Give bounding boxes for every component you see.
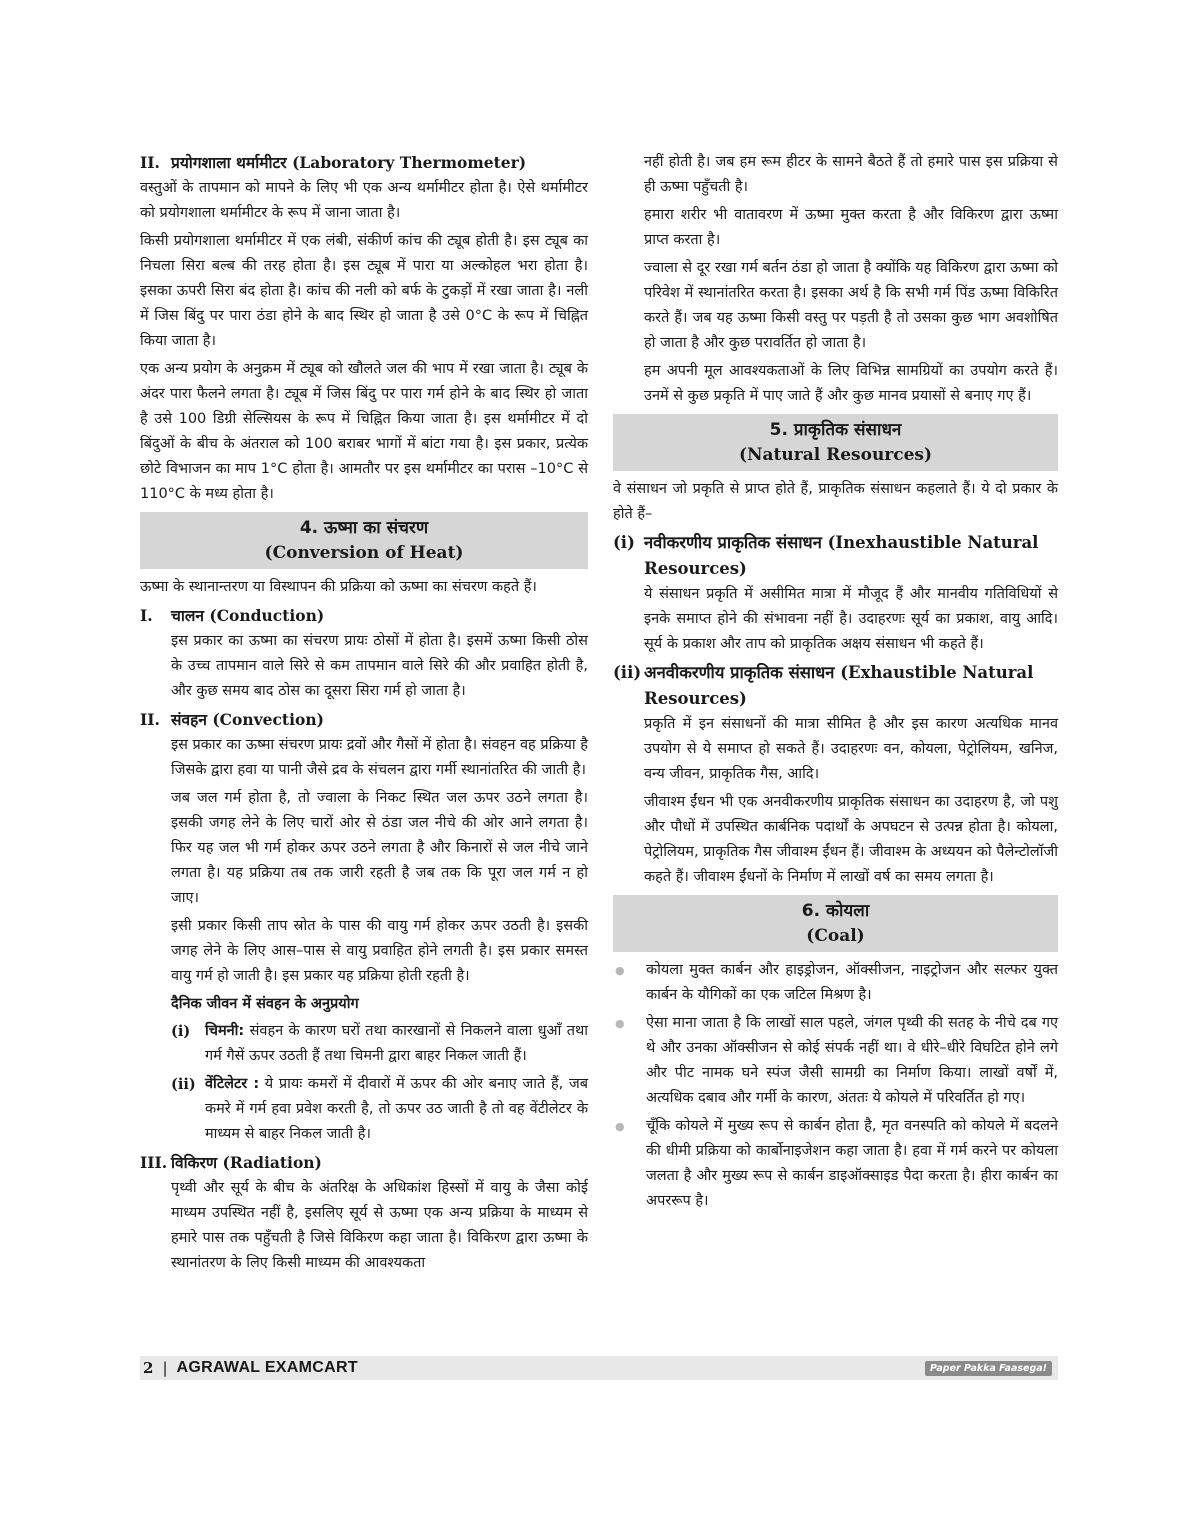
- section-title: 6. कोयला: [801, 901, 870, 921]
- bullet-text: ऐसा माना जाता है कि लाखों साल पहले, जंगल पृथ्वी की सतह के नीचे दब गए थे और उनका ऑक्सीजन से कोई संपर्क नहीं था। वे धीरे–धीरे विघटित होने लगे और पीट नामक घने स्पंज जैसी सामग्री का निर्माण किया। लाखों वर्षों में, अत्यधिक दबाव और गर्मी के कारण, अंततः ये कोयले में परिवर्तित हो गए।: [646, 1015, 1058, 1106]
- section-title: 5. प्राकृतिक संसाधन: [769, 420, 902, 440]
- paragraph: ज्वाला से दूर रखा गर्म बर्तन ठंडा हो जाता है क्योंकि यह विकिरण द्वारा ऊष्मा को परिवेश में स्थानांतरित करता है। इसका अर्थ है कि सभी गर्म पिंड ऊष्मा विकिरित करते हैं। जब यह ऊष्मा किसी वस्तु पर पड़ती है तो उसका कुछ भाग अवशोषित हो जाता है और कुछ परावर्तित हो जाता है।: [644, 260, 1058, 351]
- heading-title-en: (Laboratory Thermometer): [292, 153, 527, 172]
- heading-number: II.: [140, 710, 160, 729]
- heading-exhaustible-resources: [613, 660, 1058, 712]
- section-intro: ऊष्मा के स्थानान्तरण या विस्थापन की प्रक्रिया को ऊष्मा का संचरण कहते हैं।: [140, 579, 537, 595]
- paragraph: जीवाश्म ईंधन भी एक अनवीकरणीय प्राकृतिक संसाधन का उदाहरण है, जो पशु और पौधों में उपस्थित कार्बनिक पदार्थों के अपघटन से उत्पन्न होता है। कोयला, पेट्रोलियम, प्राकृतिक गैस जीवाश्म ईंधन हैं। जीवाश्म के अध्ययन को पैलेन्टोलॉजी कहते हैं। जीवाश्म ईंधनों के निर्माण में लाखों वर्ष का समय लगता है।: [644, 794, 1058, 885]
- section-title-en: (Natural Resources): [738, 445, 933, 465]
- paragraph: नहीं होती है। जब हम रूम हीटर के सामने बैठते हैं तो हमारे पास इस प्रक्रिया से ही ऊष्मा पहुँचती है।: [644, 154, 1058, 195]
- footer-separator: |: [162, 1359, 168, 1377]
- paragraph: इस प्रकार का ऊष्मा का संचरण प्रायः ठोसों में होता है। इसमें ऊष्मा किसी ठोस के उच्च तापमान वाले सिरे से कम तापमान वाले सिरे की और प्रवाहित होती है, और कुछ समय बाद ठोस का दूसरा सिरा गर्म हो जाता है।: [171, 633, 588, 699]
- paragraph: ये संसाधन प्रकृति में असीमित मात्रा में मौजूद हैं और मानवीय गतिविधियों से इनके समाप्त होने की संभावना नहीं है। उदाहरणः सूर्य का प्रकाश, वायु आदि। सूर्य के प्रकाश और ताप को प्राकृतिक अक्षय संसाधन भी कहते हैं।: [644, 586, 1058, 652]
- heading-conduction: [140, 603, 588, 629]
- paragraph: इस प्रकार का ऊष्मा संचरण प्रायः द्रवों और गैसों में होता है। संवहन वह प्रक्रिया है जिसके द्वारा हवा या पानी जैसे द्रव के संचलन द्वारा गर्मी स्थानांतरित की जाती है।: [171, 737, 588, 778]
- heading-number: (ii): [613, 663, 642, 682]
- bullet-item: [613, 958, 1058, 1008]
- heading-title: प्रयोगशाला थर्मामीटर: [171, 154, 287, 172]
- heading-title: अनवीकरणीय प्राकृतिक संसाधन (Exhaustible Natural Resources): [644, 663, 1034, 708]
- tagline-badge: Paper Pakka Faasega!: [925, 1361, 1052, 1376]
- heading-title: चालन: [171, 607, 204, 625]
- paragraph: पृथ्वी और सूर्य के बीच के अंतरिक्ष के अधिकांश हिस्सों में वायु के जैसा कोई माध्यम उपस्थित नहीं है, इसलिए सूर्य से ऊष्मा एक अन्य प्रक्रिया के माध्यम से हमारे पास तक पहुँचती है जिसे विकिरण कहा जाता है। विकिरण द्वारा ऊष्मा के स्थानांतरण के लिए किसी माध्यम की आवश्यकता: [171, 1180, 588, 1271]
- heading-number: (i): [613, 533, 635, 552]
- list-number: (i): [171, 1023, 191, 1040]
- bullet-item: [613, 1114, 1058, 1214]
- page-footer: [140, 1356, 1058, 1380]
- section-banner-natural-resources: [613, 414, 1058, 471]
- paragraph: हम अपनी मूल आवश्यकताओं के लिए विभिन्न सामग्रियों का उपयोग करते हैं। उनमें से कुछ प्रकृति में पाए जाते हैं और कुछ मानव प्रयासों से बनाए गए हैं।: [644, 363, 1058, 404]
- paragraph: एक अन्य प्रयोग के अनुक्रम में ट्यूब को खौलते जल की भाप में रखा जाता है। ट्यूब के अंदर पारा फैलने लगता है। ट्यूब में जिस बिंदु पर पारा गर्म होने के बाद स्थिर हो जाता है उसे 100 डिग्री सेल्सियस के रूप में चिह्नित किया जाता है। इस थर्मामीटर में दो बिंदुओं के बीच के अंतराल को 100 बराबर भागों में बांटा गया है। इस प्रकार, प्रत्येक छोटे विभाजन का माप 1°C होता है। आमतौर पर इस थर्मामीटर का परास –10°C से 110°C के मध्य होता है।: [140, 361, 588, 502]
- section-title-en: (Coal): [806, 926, 865, 946]
- bullet-text: कोयला मुक्त कार्बन और हाइड्रोजन, ऑक्सीजन, नाइट्रोजन और सल्फर युक्त कार्बन के यौगिकों का एक जटिल मिश्रण है।: [646, 962, 1058, 1003]
- list-item-chimney: [140, 1019, 588, 1069]
- page-number: 2: [143, 1359, 154, 1377]
- paragraph: हमारा शरीर भी वातावरण में ऊष्मा मुक्त करता है और विकिरण द्वारा ऊष्मा प्राप्त करता है।: [644, 207, 1058, 248]
- heading-number: I.: [140, 606, 153, 625]
- right-column: [613, 150, 1058, 1217]
- section-title: 4. ऊष्मा का संचरण: [299, 518, 429, 538]
- heading-radiation: [140, 1150, 588, 1176]
- bullet-item: [613, 1011, 1058, 1111]
- brand-logo: AGRAWAL EXAMCART: [176, 1359, 358, 1376]
- list-text: ये प्रायः कमरों में दीवारों में ऊपर की ओर बनाए जाते हैं, जब कमरे में गर्म हवा प्रवेश करती है, तो ऊपर उठ जाती है तो वह वेंटीलेटर के माध्यम से बाहर निकल जाती है।: [205, 1076, 588, 1142]
- bullet-icon: ●: [615, 964, 625, 977]
- heading-number: III.: [140, 1153, 168, 1172]
- paragraph: किसी प्रयोगशाला थर्मामीटर में एक लंबी, संकीर्ण कांच की ट्यूब होती है। इस ट्यूब का निचला सिरा बल्ब की तरह होता है। इस ट्यूब में पारा या अल्कोहल भरा होता है। इसका ऊपरी सिरा बंद होता है। कांच की नली को बर्फ के टुकड़ों में रखा जाता है। नली में जिस बिंदु पर पारा ठंडा होने के बाद स्थिर हो जाता है उसे 0°C के रूप में चिह्नित किया जाता है।: [140, 233, 588, 349]
- heading-title: विकिरण: [171, 1154, 218, 1172]
- section-banner-coal: [613, 895, 1058, 952]
- list-item-ventilator: [140, 1072, 588, 1147]
- list-text: संवहन के कारण घरों तथा कारखानों से निकलने वाला धुआँ तथा गर्म गैसें ऊपर उठती हैं तथा चिमनी द्वारा बाहर निकल जाती हैं।: [205, 1023, 588, 1064]
- heading-title-en: (Radiation): [222, 1153, 322, 1172]
- paragraph: जब जल गर्म होता है, तो ज्वाला के निकट स्थित जल ऊपर उठने लगता है। इसकी जगह लेने के लिए चारों ओर से ठंडा जल नीचे की ओर आने लगता है। फिर यह जल भी गर्म होकर ऊपर उठने लगता है और किनारों से जल नीचे जाने लगता है। यह प्रक्रिया तब तक जारी रहती है जब तक कि पूरा जल गर्म न हो जाए।: [171, 790, 588, 906]
- list-number: (ii): [171, 1076, 196, 1093]
- bullet-icon: ●: [615, 1120, 625, 1133]
- heading-laboratory-thermometer: [140, 150, 588, 176]
- paragraph: वस्तुओं के तापमान को मापने के लिए भी एक अन्य थर्मामीटर होता है। ऐसे थर्मामीटर को प्रयोगशाला थर्मामीटर के रूप में जाना जाता है।: [140, 180, 588, 221]
- bullet-text: चूँकि कोयले में मुख्य रूप से कार्बन होता है, मृत वनस्पति को कोयले में बदलने की धीमी प्रक्रिया को कार्बोनाइजेशन कहा जाता है। हवा में गर्म करने पर कोयला जलता है और मुख्य रूप से कार्बन डाइऑक्साइड पैदा करता है। हीरा कार्बन का अपररूप है।: [646, 1118, 1058, 1209]
- paragraph: इसी प्रकार किसी ताप स्रोत के पास की वायु गर्म होकर ऊपर उठती है। इसकी जगह लेने के लिए आस–पास से वायु प्रवाहित होने लगती है। इस प्रकार समस्त वायु गर्म हो जाती है। इस प्रकार यह प्रक्रिया होती रहती है।: [171, 918, 588, 984]
- heading-title: नवीकरणीय प्राकृतिक संसाधन (Inexhaustible Natural Resources): [644, 533, 1039, 578]
- section-intro: वे संसाधन जो प्रकृति से प्राप्त होते हैं, प्राकृतिक संसाधन कहलाते हैं। ये दो प्रकार के होते हैं–: [613, 481, 1058, 522]
- section-title-en: (Conversion of Heat): [264, 543, 464, 563]
- left-column: [140, 150, 588, 1279]
- heading-number: II.: [140, 153, 160, 172]
- heading-inexhaustible-resources: [613, 530, 1058, 582]
- paragraph: प्रकृति में इन संसाधनों की मात्रा सीमित है और इस कारण अत्यधिक मानव उपयोग से ये समाप्त हो सकते हैं। उदाहरणः वन, कोयला, पेट्रोलियम, खनिज, वन्य जीवन, प्राकृतिक गैस, आदि।: [644, 716, 1058, 782]
- heading-convection: [140, 707, 588, 733]
- list-term: वेंटिलेटर :: [205, 1076, 260, 1092]
- bullet-icon: ●: [615, 1017, 625, 1030]
- section-banner-conversion-of-heat: [140, 512, 588, 569]
- heading-title: संवहन: [171, 711, 207, 729]
- heading-title-en: (Conduction): [209, 606, 325, 625]
- heading-title-en: (Convection): [212, 710, 324, 729]
- list-term: चिमनी:: [205, 1023, 245, 1039]
- subheading-applications: दैनिक जीवन में संवहन के अनुप्रयोग: [171, 996, 359, 1012]
